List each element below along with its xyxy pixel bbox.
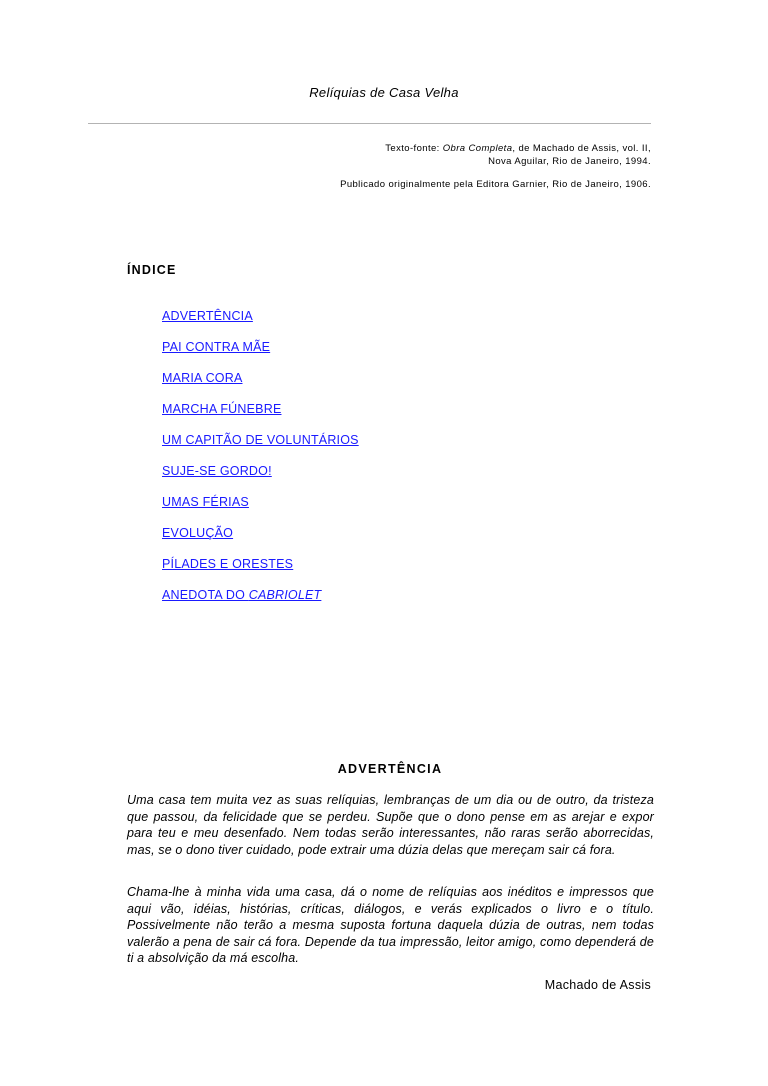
original-publication-note: Publicado originalmente pela Editora Garnier, Rio de Janeiro, 1906. — [340, 179, 651, 190]
toc-item — [162, 402, 359, 433]
advertencia-heading: ADVERTÊNCIA — [337, 762, 443, 776]
source-line-1 — [340, 142, 651, 155]
header-divider — [88, 123, 651, 124]
toc-link-pai-contra-mae[interactable]: PAI CONTRA MÃE — [162, 340, 271, 354]
toc-item — [162, 526, 359, 557]
toc-link-anedota-do-cabriolet[interactable] — [162, 588, 321, 602]
toc-item — [162, 309, 359, 340]
author-signature: Machado de Assis — [544, 978, 651, 992]
toc-link-pilades-e-orestes[interactable]: PÍLADES E ORESTES — [162, 557, 294, 571]
toc-item — [162, 464, 359, 495]
source-suffix: , de Machado de Assis, vol. II, — [512, 143, 651, 154]
source-info — [340, 142, 651, 191]
source-prefix: Texto-fonte: — [385, 143, 443, 154]
source-work-title: Obra Completa — [442, 143, 513, 154]
toc-item — [162, 433, 359, 464]
toc-link-marcha-funebre[interactable]: MARCHA FÚNEBRE — [162, 402, 282, 416]
advertencia-paragraph-1: Uma casa tem muita vez as suas relíquias, lembranças de um dia ou de outro, da tristeza que passou, da felicidade que se perdeu. Supõe que o dono pense em as arejar e expor para teu e meu desenfado. Nem todas serão interessantes, não raras serão aborrecidas, mas, se o dono tiver cuidado, pode extrair uma dúzia delas que mereçam sair cá fora. — [127, 793, 654, 857]
toc-link-advertencia[interactable]: ADVERTÊNCIA — [162, 309, 253, 323]
toc-link-suje-se-gordo[interactable]: SUJE-SE GORDO! — [162, 464, 272, 478]
toc-link-umas-ferias[interactable]: UMAS FÉRIAS — [162, 495, 249, 509]
toc-link-italic-word: CABRIOLET — [248, 588, 322, 602]
toc-item — [162, 340, 359, 371]
toc-link-maria-cora[interactable]: MARIA CORA — [162, 371, 243, 385]
toc-item — [162, 588, 359, 619]
toc-item — [162, 557, 359, 588]
index-heading: ÍNDICE — [127, 263, 177, 277]
table-of-contents — [162, 309, 359, 619]
toc-item — [162, 495, 359, 526]
document-header-title: Relíquias de Casa Velha — [309, 85, 459, 100]
toc-link-prefix: ANEDOTA DO — [162, 588, 249, 602]
advertencia-paragraph-2: Chama-lhe à minha vida uma casa, dá o nome de relíquias aos inéditos e impressos que aqui vão, idéias, histórias, críticas, diálogos, e verás explicados o livro e o título. Possivelmente não terão a mesma suposta fortuna daquela dúzia de outras, nem todas valerão a pena de sair cá fora. Depende da tua impressão, leitor amigo, como dependerá de ti a absolvição da má escolha. — [127, 885, 654, 965]
toc-item — [162, 371, 359, 402]
toc-link-um-capitao-de-voluntarios[interactable]: UM CAPITÃO DE VOLUNTÁRIOS — [162, 433, 359, 447]
toc-link-evolucao[interactable]: EVOLUÇÃO — [162, 526, 234, 540]
source-line-2: Nova Aguilar, Rio de Janeiro, 1994. — [488, 156, 651, 167]
